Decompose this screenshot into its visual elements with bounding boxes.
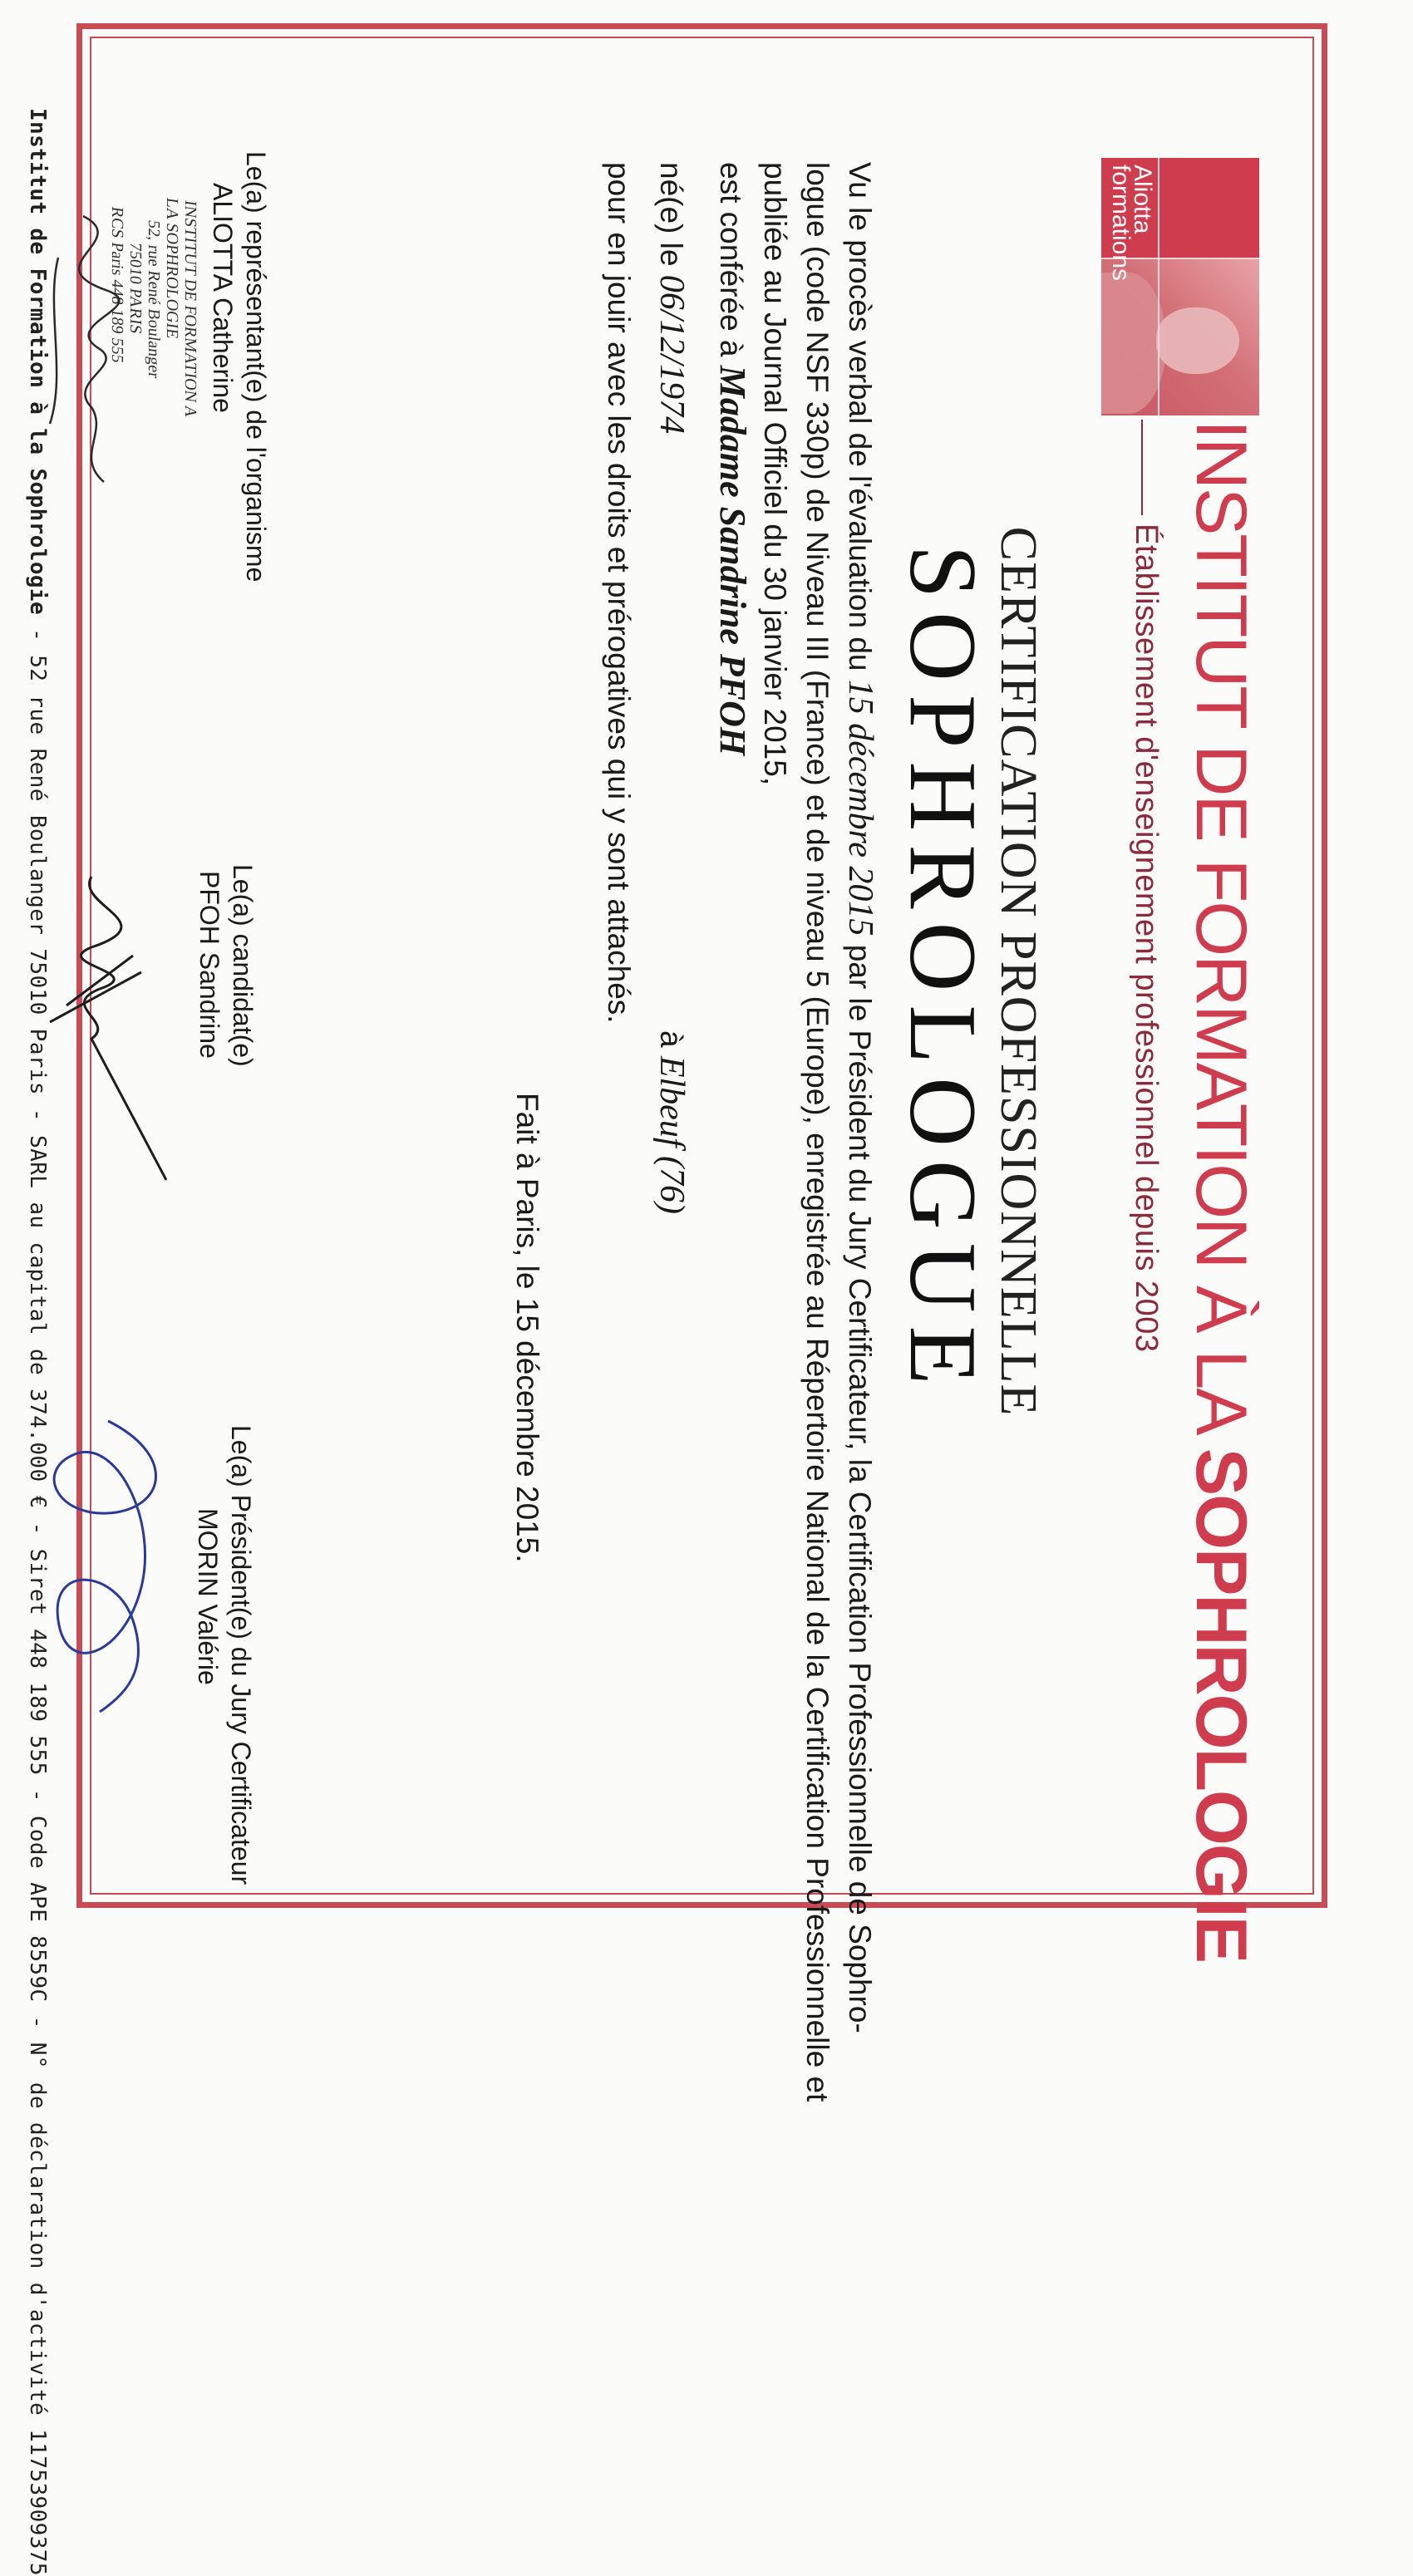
birth-place-line: à Elbeuf (76) xyxy=(652,1030,691,1214)
organisation-signature-block xyxy=(206,151,273,582)
president-label: Le(a) Président(e) du Jury Certificateur xyxy=(226,1425,256,1885)
body-line-3: publiée au Journal Officiel du 30 janvier 2015, xyxy=(758,162,792,786)
birth-date-line: né(e) le 06/12/1974 xyxy=(652,162,691,435)
organisation-name: ALIOTTA Catherine xyxy=(208,183,238,413)
evaluation-date: 15 décembre 2015 xyxy=(841,679,879,937)
aliotta-logo xyxy=(1101,158,1259,415)
body-line-6: pour en jouir avec les droits et prérogatives qui y sont attachés. xyxy=(602,162,636,1024)
birth-place: Elbeuf (76) xyxy=(652,1055,691,1214)
footer-legal: Institut de Formation à la Sophrologie - 52 rue René Boulanger 75010 Paris - SARL au capital de 374.000 € - Siret 448 189 555 - Code APE 8559C - N° de déclaration d'activité 11753909375 xyxy=(25,108,50,2576)
body-line-1: Vu le procès verbal de l'évaluation du 15 décembre 2015 par le Président du Jury Certificateur, la Certification Professionnelle de Sophro- xyxy=(841,162,879,2033)
president-name: MORIN Valérie xyxy=(193,1508,223,1685)
certificate-subtitle: CERTIFICATION PROFESSIONNELLE xyxy=(990,526,1046,1417)
candidate-name: PFOH Sandrine xyxy=(194,871,224,1059)
institute-tagline: Établissement d'enseignement professionnel depuis 2003 xyxy=(1129,524,1164,1353)
president-signature-block xyxy=(191,1425,258,1885)
candidate-signature xyxy=(25,873,216,1188)
organisation-stamp: INSTITUT DE FORMATION A LA SOPHROLOGIE 52, rue René Boulanger 75010 PARIS RCS Paris 448 189 555 xyxy=(108,196,199,418)
certificate-title: SOPHROLOGUE xyxy=(889,544,996,1399)
organisation-label: Le(a) représentant(e) de l'organisme xyxy=(241,151,271,583)
done-at-line: Fait à Paris, le 15 décembre 2015. xyxy=(510,1093,544,1563)
body-line-2: logue (code NSF 330p) de Niveau III (France) et de niveau 5 (Europe), enregistrée au Répertoire National de la Certification Professionnelle et xyxy=(800,162,835,2102)
body-line-4: est conférée à Madame Sandrine PFOH xyxy=(712,162,753,756)
institute-title: INSTITUT DE FORMATION À LA SOPHROLOGIE xyxy=(1181,420,1261,1963)
birth-date: 06/12/1974 xyxy=(652,274,691,435)
logo-text: Aliotta formations xyxy=(1107,165,1156,282)
candidate-label: Le(a) candidat(e) xyxy=(228,864,258,1067)
president-signature xyxy=(25,1404,191,1720)
recipient-name: Madame Sandrine PFOH xyxy=(712,365,753,756)
tagline-rule xyxy=(1141,420,1143,515)
